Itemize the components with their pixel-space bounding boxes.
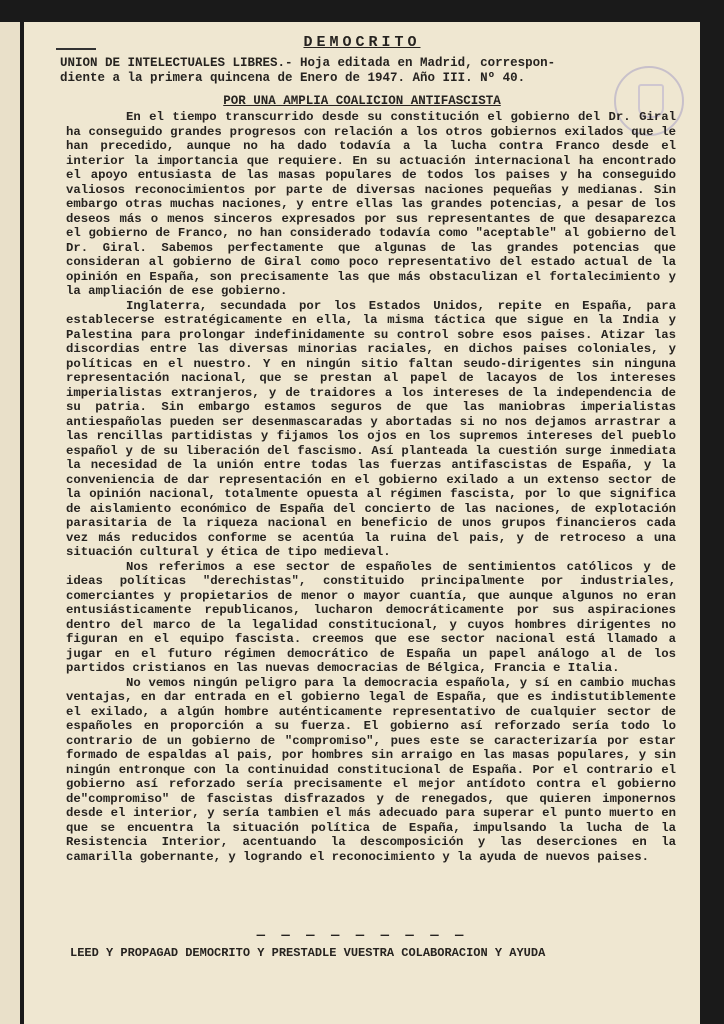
paragraph-2: Inglaterra, secundada por los Estados Unidos, repite en España, para establecerse estratégicamente en ella, la misma táctica que sigue en la India y Palestina para prolongar indefinidamente su control sobre esos paises. Atizar las discordias entre las diversas minorias raciales, en dichos paises coloniales, y políticas en el nuestro. Y en ningún sitio faltan seudo-dirigentes sin ninguna representación nacional, que se prestan al papel de lacayos de los intereses imperialistas extranjeros, y de traidores a los intereses de la independencia de su patria. Sin embargo estamos seguros de que las maniobras imperialistas antiespañolas pueden ser desenmascaradas y abortadas si no nos dejamos arrastrar a las rencillas partidistas y fijamos los ojos en los supremos intereses del pueblo español y de su liberación del fascismo. Así planteada la cuestión surge inmediata la necesidad de la unión entre todas las fuerzas antifascistas de España, y la conveniencia de dar representación en el gobierno exilado a un extenso sector de la opinión nacional, totalmente opuesta al régimen fascista, por lo que significa de aislamiento económico de España del concierto de las naciones, de explotación parasitaria de la riqueza nacional en beneficio de unos grupos financieros cada vez más reducidos conforme se acentúa la ruina del pais, y de retroceso a una situación cultural y ética de tipo medieval.: [66, 298, 676, 559]
adjacent-page-edge: [0, 22, 20, 1024]
section-divider: — — — — — — — — —: [256, 928, 468, 944]
document-title: DEMOCRITO: [303, 34, 421, 51]
publication-header: UNION DE INTELECTUALES LIBRES.- Hoja editada en Madrid, correspon- diente a la primera quincena de Enero de 1947. Año III. Nº 40.: [60, 56, 556, 85]
paragraph-4: No vemos ningún peligro para la democracia española, y sí en cambio muchas ventajas, en dar entrada en el gobierno legal de España, que es indistutiblemente el exilado, a algún hombre auténticamente representativo de cualquier sector de españoles en proporción a su fuerza. El gobierno así reforzado sería todo lo contrario de un gobierno de "compromiso", pues este se caracterizaría por estar formado de espaldas al pais, por hombres sin arraigo en las masas populares, y sin ningún entronque con la continuidad constitucional de España. Por el contrario el gobierno así reforzado sería precisamente el mejor antídoto contra el gobierno de"compromiso" de fascistas disfrazados y de renegados, que quieren imponernos desde el interior, y sería tambien el más adecuado para superar el punto muerto en que se encuentra la situación política de España, impulsando la lucha de la Resistencia Interior, acentuando la descomposición y las deserciones en la camarilla gobernante, y logrando el reconocimiento y la ayuda de nuevos paises.: [66, 675, 676, 864]
article-heading: POR UNA AMPLIA COALICION ANTIFASCISTA: [223, 94, 501, 108]
article-body: [66, 110, 676, 864]
paragraph-1: En el tiempo transcurrido desde su constitución el gobierno del Dr. Giral ha conseguido grandes progresos con relación a los otros gobiernos exilados que le han precedido, aunque no ha dado todavía a la lucha contra Franco desde el interior la importancia que requiere. En su actuación internacional ha encontrado el apoyo entusiasta de las masas populares de todos los paises y ha conseguido valiosos reconocimientos por parte de diversas naciones pequeñas y medianas. Sin embargo otras muchas naciones, y entre ellas las grandes potencias, a pesar de los deseos más o menos sinceros expresados por sus representantes de que desaparezca el gobierno de Franco, no han considerado todavía como "aceptable" al gobierno del Dr. Giral. Sabemos perfectamente que algunas de las grandes potencias que consideran al gobierno de Giral como poco representativo del estado actual de la opinión en España, son precisamente las que más obstaculizan el fortalecimiento y la ampliación de ese gobierno.: [66, 110, 676, 298]
paragraph-3: Nos referimos a ese sector de españoles de sentimientos católicos y de ideas políticas "derechistas", constituido principalmente por industriales, comerciantes y propietarios de menor o mayor cuantía, que aunque algunos no eran entusiásticamente republicanos, lucharon democráticamente por sus aspiraciones dentro del marco de la legalidad constitucional, y cuyos hombres dirigentes no figuran en el equipo fascista. creemos que ese sector nacional está llamado a jugar en el futuro régimen democrático de España un papel análogo al de los partidos cristianos en las nuevas democracias de Bélgica, Francia e Italia.: [66, 559, 676, 675]
document-page: [24, 22, 700, 1024]
footer-slogan: LEED Y PROPAGAD DEMOCRITO Y PRESTADLE VUESTRA COLABORACION Y AYUDA: [70, 946, 546, 960]
